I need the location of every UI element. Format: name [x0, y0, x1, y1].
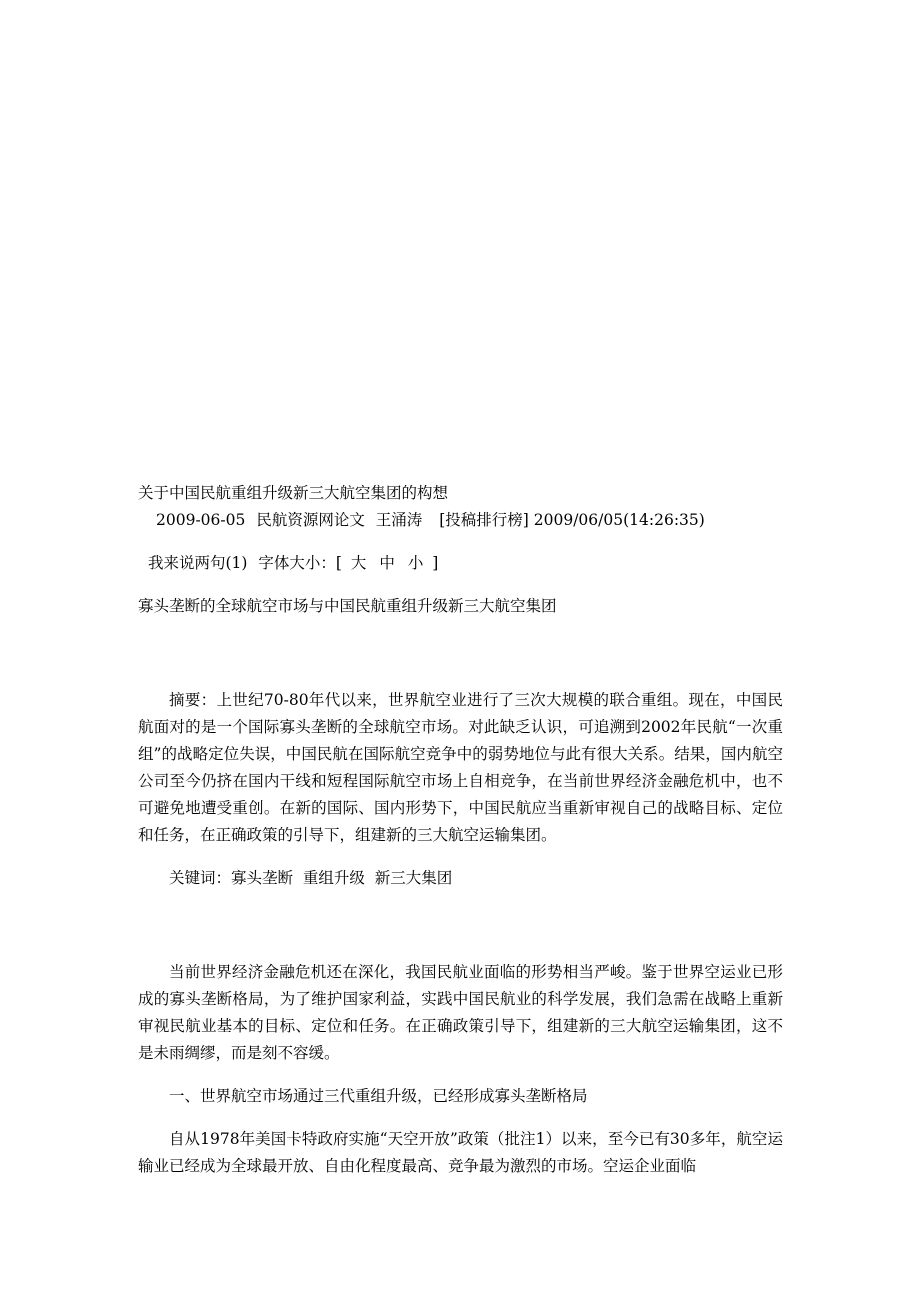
open-bracket: [	[335, 554, 342, 572]
article-subtitle: 寡头垄断的全球航空市场与中国民航重组升级新三大航空集团	[138, 597, 557, 615]
author-name: 王涌涛	[375, 511, 423, 529]
article-page	[138, 480, 783, 1180]
article-title: 关于中国民航重组升级新三大航空集团的构想	[138, 484, 449, 502]
intro-paragraph: 当前世界经济金融危机还在深化，我国民航业面临的形势相当严峻。鉴于世界空运业已形成的寡头垄断格局，为了维护国家利益，实践中国民航业的科学发展，我们急需在战略上重新审视民航业基本的目标、定位和任务。在正确政策引导下，组建新的三大航空运输集团，这不是未雨绸缪，而是刻不容缓。	[138, 963, 783, 1062]
source-link[interactable]: 民航资源网论文	[256, 511, 365, 529]
font-size-small-link[interactable]: 小	[407, 554, 424, 572]
post-timestamp: 2009/06/05(14:26:35)	[533, 511, 705, 529]
publish-date: 2009-06-05	[156, 511, 246, 529]
close-bracket: ]	[432, 554, 439, 572]
rank-link[interactable]: [投稿排行榜]	[439, 511, 529, 529]
article-meta	[138, 507, 783, 534]
keywords-paragraph: 关键词：寡头垄断 重组升级 新三大集团	[169, 869, 453, 887]
section-heading: 一、世界航空市场通过三代重组升级，已经形成寡头垄断格局	[169, 1087, 588, 1105]
abstract-paragraph: 摘要：上世纪70-80年代以来，世界航空业进行了三次大规模的联合重组。现在，中国民航面对的是一个国际寡头垄断的全球航空市场。对此缺乏认识，可追溯到2002年民航“一次重组”的战略定位失误，中国民航在国际航空竞争中的弱势地位与此有很大关系。结果，国内航空公司至今仍挤在国内干线和短程国际航空市场上自相竞争，在当前世界经济金融危机中，也不可避免地遭受重创。在新的国际、国内形势下，中国民航应当重新审视自己的战略目标、定位和任务，在正确政策的引导下，组建新的三大航空运输集团。	[138, 691, 783, 844]
font-size-medium-link[interactable]: 中	[379, 554, 395, 572]
body-paragraph: 自从1978年美国卡特政府实施“天空开放”政策（批注1）以来，至今已有30多年，航空运输业已经成为全球最开放、自由化程度最高、竞争最为激烈的市场。空运企业面临	[138, 1130, 783, 1175]
comment-link[interactable]: 我来说两句(1)	[148, 554, 248, 572]
comment-bar	[138, 550, 783, 577]
font-size-large-link[interactable]: 大	[350, 554, 367, 572]
font-size-label: 字体大小：	[258, 554, 336, 572]
